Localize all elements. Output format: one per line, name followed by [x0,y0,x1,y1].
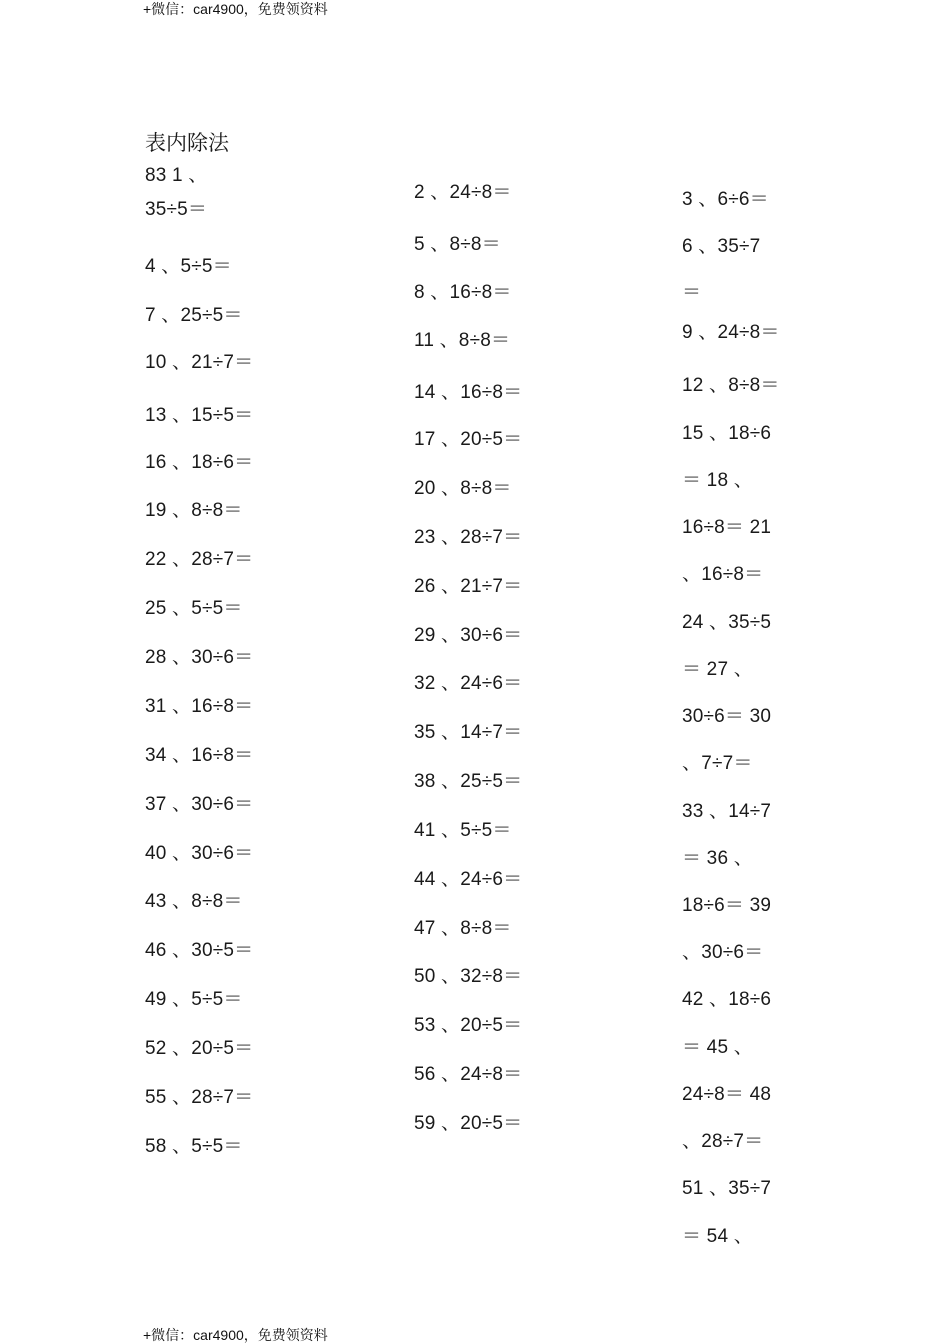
problem-line-c3: 9 、24÷8＝ [682,322,780,343]
problem-line-c1: 19 、8÷8＝ [145,500,243,521]
problem-line-c1: 13 、15÷5＝ [145,405,254,426]
problem-line-c1: 46 、30÷5＝ [145,940,254,961]
problem-line-c1: 10 、21÷7＝ [145,352,254,373]
problem-line-c1: 83 1 、 [145,165,208,186]
problem-line-c3: ＝ [682,282,702,303]
problem-line-c3: 18÷6＝ 39 [682,895,772,916]
problem-line-c2: 8 、16÷8＝ [414,282,512,303]
problem-line-c1: 40 、30÷6＝ [145,843,254,864]
problem-line-c3: 15 、18÷6 [682,423,772,444]
problem-line-c3: 33 、14÷7 [682,801,772,822]
problem-line-c1: 16 、18÷6＝ [145,452,254,473]
problem-line-c2: 41 、5÷5＝ [414,820,512,841]
problem-line-c3: ＝ 45 、 [682,1037,753,1058]
problem-line-c3: 42 、18÷6 [682,989,772,1010]
problem-line-c1: 37 、30÷6＝ [145,794,254,815]
problem-line-c1: 52 、20÷5＝ [145,1038,254,1059]
problem-line-c2: 14 、16÷8＝ [414,382,523,403]
problem-line-c1: 34 、16÷8＝ [145,745,254,766]
problem-line-c2: 17 、20÷5＝ [414,429,523,450]
problem-line-c1: 43 、8÷8＝ [145,891,243,912]
problem-line-c3: 、28÷7＝ [682,1131,764,1152]
problem-line-c1: 22 、28÷7＝ [145,549,254,570]
problem-line-c3: 、7÷7＝ [682,753,753,774]
problem-line-c1: 49 、5÷5＝ [145,989,243,1010]
problem-line-c1: 25 、5÷5＝ [145,598,243,619]
problem-line-c1: 4 、5÷5＝ [145,256,232,277]
problem-line-c3: 51 、35÷7 [682,1178,772,1199]
watermark-top: +微信：car4900，免费领资料 [143,1,328,17]
problem-line-c3: 、16÷8＝ [682,564,764,585]
problem-line-c3: 、30÷6＝ [682,942,764,963]
problem-line-c2: 53 、20÷5＝ [414,1015,523,1036]
problem-line-c2: 38 、25÷5＝ [414,771,523,792]
problem-line-c3: ＝ 36 、 [682,848,753,869]
problem-line-c2: 47 、8÷8＝ [414,918,512,939]
problem-line-c3: 12 、8÷8＝ [682,375,780,396]
problem-line-c3: ＝ 18 、 [682,470,753,491]
problem-line-c1: 55 、28÷7＝ [145,1087,254,1108]
problem-line-c3: 16÷8＝ 21 [682,517,772,538]
problem-line-c2: 56 、24÷8＝ [414,1064,523,1085]
problem-line-c3: 30÷6＝ 30 [682,706,772,727]
problem-line-c3: 6 、35÷7 [682,236,761,257]
problem-line-c2: 50 、32÷8＝ [414,966,523,987]
problem-line-c2: 23 、28÷7＝ [414,527,523,548]
problem-line-c2: 35 、14÷7＝ [414,722,523,743]
problem-line-c3: ＝ 54 、 [682,1226,753,1247]
problem-line-c1: 58 、5÷5＝ [145,1136,243,1157]
problem-line-c3: ＝ 27 、 [682,659,753,680]
problem-line-c1: 28 、30÷6＝ [145,647,254,668]
problem-line-c2: 59 、20÷5＝ [414,1113,523,1134]
problem-line-c2: 26 、21÷7＝ [414,576,523,597]
problem-line-c2: 20 、8÷8＝ [414,478,512,499]
problem-line-c2: 29 、30÷6＝ [414,625,523,646]
problem-line-c2: 44 、24÷6＝ [414,869,523,890]
problem-line-c1: 7 、25÷5＝ [145,305,243,326]
problem-line-c2: 5 、8÷8＝ [414,234,501,255]
problem-line-c2: 2 、24÷8＝ [414,182,512,203]
problem-line-c2: 11 、8÷8＝ [414,330,511,351]
page-title: 表内除法 [145,131,229,155]
problem-line-c2: 32 、24÷6＝ [414,673,523,694]
problem-line-c1: 31 、16÷8＝ [145,696,254,717]
watermark-bottom: +微信：car4900，免费领资料 [143,1327,328,1343]
problem-line-c3: 24 、35÷5 [682,612,772,633]
problem-line-c1: 35÷5＝ [145,199,208,220]
problem-line-c3: 3 、6÷6＝ [682,189,769,210]
problem-line-c3: 24÷8＝ 48 [682,1084,772,1105]
